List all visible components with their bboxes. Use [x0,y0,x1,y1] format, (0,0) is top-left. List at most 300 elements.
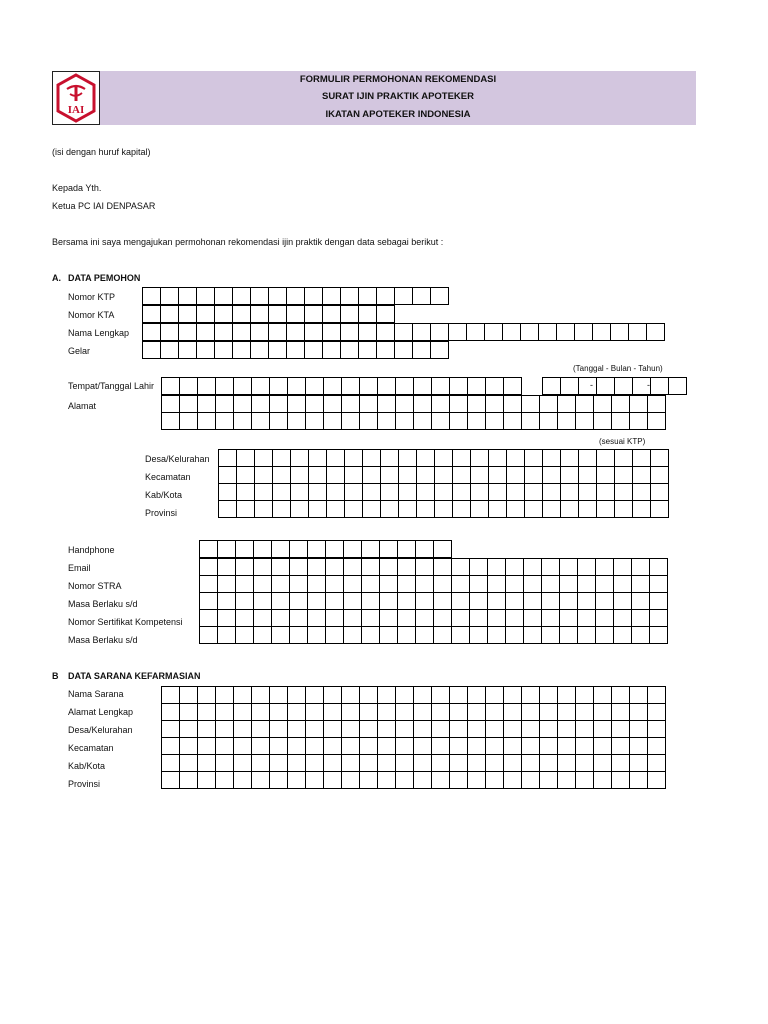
char-box[interactable] [611,703,630,721]
char-box[interactable] [646,323,665,341]
char-box[interactable] [341,720,360,738]
char-box[interactable] [254,466,273,484]
char-box[interactable] [647,720,666,738]
char-box[interactable] [215,395,234,413]
char-box[interactable] [431,754,450,772]
input-nama-sarana[interactable] [161,686,666,704]
char-box[interactable] [217,575,236,593]
char-box[interactable] [323,720,342,738]
char-box[interactable] [179,771,198,789]
char-box[interactable] [358,305,377,323]
char-box[interactable] [488,483,507,501]
input-gelar[interactable] [142,341,449,359]
char-box[interactable] [503,754,522,772]
char-box[interactable] [505,558,524,576]
char-box[interactable] [289,609,308,627]
char-box[interactable] [377,395,396,413]
input-sarana-provinsi[interactable] [161,771,666,789]
char-box[interactable] [611,686,630,704]
char-box[interactable] [179,720,198,738]
char-box[interactable] [575,686,594,704]
char-box[interactable] [521,720,540,738]
char-box[interactable] [305,703,324,721]
char-box[interactable] [287,737,306,755]
char-box[interactable] [305,377,324,395]
char-box[interactable] [343,540,362,558]
char-box[interactable] [197,720,216,738]
char-box[interactable] [362,483,381,501]
char-box[interactable] [323,395,342,413]
char-box[interactable] [272,483,291,501]
char-box[interactable] [290,466,309,484]
char-box[interactable] [362,466,381,484]
char-box[interactable] [341,754,360,772]
char-box[interactable] [467,377,486,395]
char-box[interactable] [502,323,521,341]
char-box[interactable] [161,720,180,738]
char-box[interactable] [487,609,506,627]
char-box[interactable] [361,626,380,644]
char-box[interactable] [361,540,380,558]
char-box[interactable] [344,500,363,518]
char-box[interactable] [557,686,576,704]
char-box[interactable] [431,686,450,704]
char-box[interactable] [577,592,596,610]
char-box[interactable] [379,575,398,593]
char-box[interactable] [196,287,215,305]
char-box[interactable] [521,412,540,430]
char-box[interactable] [272,449,291,467]
char-box[interactable] [433,540,452,558]
char-box[interactable] [506,483,525,501]
char-box[interactable] [487,626,506,644]
input-nomor-sertifikat[interactable] [199,609,668,627]
input-nomor-kta[interactable] [142,305,395,323]
char-box[interactable] [542,377,561,395]
char-box[interactable] [361,592,380,610]
char-box[interactable] [452,500,471,518]
char-box[interactable] [215,703,234,721]
char-box[interactable] [467,720,486,738]
char-box[interactable] [412,287,431,305]
char-box[interactable] [524,500,543,518]
char-box[interactable] [521,737,540,755]
char-box[interactable] [523,626,542,644]
char-box[interactable] [179,703,198,721]
char-box[interactable] [560,483,579,501]
char-box[interactable] [217,540,236,558]
char-box[interactable] [142,305,161,323]
char-box[interactable] [344,449,363,467]
char-box[interactable] [613,575,632,593]
char-box[interactable] [304,323,323,341]
char-box[interactable] [452,483,471,501]
char-box[interactable] [539,754,558,772]
char-box[interactable] [287,703,306,721]
char-box[interactable] [322,305,341,323]
char-box[interactable] [344,466,363,484]
char-box[interactable] [503,686,522,704]
char-box[interactable] [325,575,344,593]
char-box[interactable] [485,703,504,721]
char-box[interactable] [503,737,522,755]
char-box[interactable] [271,558,290,576]
char-box[interactable] [593,412,612,430]
char-box[interactable] [377,754,396,772]
input-alamat[interactable] [161,395,666,430]
char-box[interactable] [434,466,453,484]
char-box[interactable] [340,323,359,341]
char-box[interactable] [416,466,435,484]
char-box[interactable] [560,449,579,467]
char-box[interactable] [413,686,432,704]
char-box[interactable] [304,287,323,305]
char-box[interactable] [449,395,468,413]
char-box[interactable] [269,395,288,413]
char-box[interactable] [250,305,269,323]
char-box[interactable] [632,500,651,518]
char-box[interactable] [251,703,270,721]
char-box[interactable] [161,703,180,721]
input-sarana-kab-kota[interactable] [161,754,666,772]
char-box[interactable] [413,703,432,721]
char-box[interactable] [251,720,270,738]
char-box[interactable] [433,592,452,610]
char-box[interactable] [251,754,270,772]
char-box[interactable] [286,323,305,341]
char-box[interactable] [614,449,633,467]
char-box[interactable] [575,395,594,413]
char-box[interactable] [430,287,449,305]
char-box[interactable] [614,500,633,518]
char-box[interactable] [359,737,378,755]
char-box[interactable] [451,575,470,593]
char-box[interactable] [395,395,414,413]
char-box[interactable] [397,609,416,627]
char-box[interactable] [289,626,308,644]
char-box[interactable] [397,540,416,558]
char-box[interactable] [341,395,360,413]
char-box[interactable] [449,703,468,721]
char-box[interactable] [596,500,615,518]
input-kab-kota[interactable] [218,483,669,501]
char-box[interactable] [394,323,413,341]
char-box[interactable] [503,412,522,430]
char-box[interactable] [470,483,489,501]
char-box[interactable] [307,609,326,627]
char-box[interactable] [254,483,273,501]
char-box[interactable] [377,737,396,755]
char-box[interactable] [214,323,233,341]
char-box[interactable] [379,626,398,644]
char-box[interactable] [485,686,504,704]
char-box[interactable] [269,754,288,772]
char-box[interactable] [506,449,525,467]
char-box[interactable] [341,412,360,430]
char-box[interactable] [395,771,414,789]
char-box[interactable] [232,323,251,341]
char-box[interactable] [287,686,306,704]
char-box[interactable] [340,287,359,305]
char-box[interactable] [218,466,237,484]
char-box[interactable] [361,558,380,576]
char-box[interactable] [595,609,614,627]
char-box[interactable] [323,771,342,789]
char-box[interactable] [232,341,251,359]
char-box[interactable] [179,395,198,413]
char-box[interactable] [269,771,288,789]
char-box[interactable] [503,771,522,789]
input-provinsi[interactable] [218,500,669,518]
char-box[interactable] [215,686,234,704]
char-box[interactable] [629,703,648,721]
char-box[interactable] [380,449,399,467]
char-box[interactable] [215,771,234,789]
char-box[interactable] [575,771,594,789]
char-box[interactable] [649,626,668,644]
char-box[interactable] [668,377,687,395]
char-box[interactable] [199,609,218,627]
char-box[interactable] [214,287,233,305]
char-box[interactable] [650,466,669,484]
char-box[interactable] [434,483,453,501]
char-box[interactable] [611,771,630,789]
char-box[interactable] [308,449,327,467]
input-desa-kelurahan[interactable] [218,449,669,467]
char-box[interactable] [268,341,287,359]
char-box[interactable] [539,395,558,413]
char-box[interactable] [593,720,612,738]
char-box[interactable] [470,466,489,484]
char-box[interactable] [398,449,417,467]
char-box[interactable] [647,395,666,413]
char-box[interactable] [521,754,540,772]
char-box[interactable] [629,754,648,772]
char-box[interactable] [287,754,306,772]
char-box[interactable] [506,466,525,484]
char-box[interactable] [452,466,471,484]
char-box[interactable] [521,703,540,721]
char-box[interactable] [593,737,612,755]
char-box[interactable] [376,305,395,323]
char-box[interactable] [398,483,417,501]
char-box[interactable] [379,558,398,576]
char-box[interactable] [505,609,524,627]
char-box[interactable] [142,287,161,305]
char-box[interactable] [377,377,396,395]
char-box[interactable] [578,500,597,518]
char-box[interactable] [271,575,290,593]
char-box[interactable] [214,341,233,359]
char-box[interactable] [539,737,558,755]
char-box[interactable] [250,287,269,305]
char-box[interactable] [343,609,362,627]
char-box[interactable] [199,592,218,610]
char-box[interactable] [542,500,561,518]
char-box[interactable] [469,609,488,627]
char-box[interactable] [469,575,488,593]
char-box[interactable] [307,626,326,644]
char-box[interactable] [415,540,434,558]
char-box[interactable] [289,592,308,610]
char-box[interactable] [236,466,255,484]
char-box[interactable] [197,395,216,413]
char-box[interactable] [647,412,666,430]
char-box[interactable] [232,287,251,305]
char-box[interactable] [505,575,524,593]
char-box[interactable] [289,575,308,593]
char-box[interactable] [217,592,236,610]
char-box[interactable] [235,592,254,610]
char-box[interactable] [521,395,540,413]
char-box[interactable] [271,609,290,627]
char-box[interactable] [557,720,576,738]
char-box[interactable] [647,703,666,721]
char-box[interactable] [523,592,542,610]
char-box[interactable] [650,500,669,518]
char-box[interactable] [575,737,594,755]
char-box[interactable] [539,771,558,789]
char-box[interactable] [272,466,291,484]
char-box[interactable] [469,592,488,610]
char-box[interactable] [413,412,432,430]
char-box[interactable] [469,626,488,644]
char-box[interactable] [395,377,414,395]
char-box[interactable] [269,377,288,395]
char-box[interactable] [647,686,666,704]
char-box[interactable] [323,703,342,721]
char-box[interactable] [272,500,291,518]
char-box[interactable] [466,323,485,341]
char-box[interactable] [218,500,237,518]
char-box[interactable] [431,395,450,413]
char-box[interactable] [380,466,399,484]
char-box[interactable] [236,500,255,518]
char-box[interactable] [323,754,342,772]
char-box[interactable] [505,626,524,644]
char-box[interactable] [323,737,342,755]
char-box[interactable] [506,500,525,518]
char-box[interactable] [251,395,270,413]
char-box[interactable] [449,754,468,772]
char-box[interactable] [343,592,362,610]
char-box[interactable] [253,592,272,610]
char-box[interactable] [269,412,288,430]
char-box[interactable] [578,466,597,484]
char-box[interactable] [541,558,560,576]
char-box[interactable] [376,323,395,341]
char-box[interactable] [431,703,450,721]
char-box[interactable] [611,395,630,413]
char-box[interactable] [595,575,614,593]
char-box[interactable] [433,626,452,644]
char-box[interactable] [268,305,287,323]
char-box[interactable] [269,686,288,704]
char-box[interactable] [629,686,648,704]
char-box[interactable] [304,305,323,323]
char-box[interactable] [161,771,180,789]
char-box[interactable] [214,305,233,323]
char-box[interactable] [235,575,254,593]
char-box[interactable] [521,771,540,789]
char-box[interactable] [610,323,629,341]
char-box[interactable] [251,377,270,395]
char-box[interactable] [197,737,216,755]
char-box[interactable] [649,609,668,627]
char-box[interactable] [449,686,468,704]
char-box[interactable] [179,737,198,755]
char-box[interactable] [161,686,180,704]
char-box[interactable] [449,720,468,738]
char-box[interactable] [253,540,272,558]
char-box[interactable] [613,592,632,610]
char-box[interactable] [556,323,575,341]
char-box[interactable] [631,575,650,593]
char-box[interactable] [251,771,270,789]
char-box[interactable] [359,395,378,413]
char-box[interactable] [650,377,669,395]
char-box[interactable] [362,449,381,467]
char-box[interactable] [577,626,596,644]
char-box[interactable] [290,500,309,518]
char-box[interactable] [559,609,578,627]
char-box[interactable] [325,609,344,627]
char-box[interactable] [268,323,287,341]
char-box[interactable] [611,720,630,738]
char-box[interactable] [326,466,345,484]
char-box[interactable] [433,558,452,576]
char-box[interactable] [452,449,471,467]
char-box[interactable] [179,686,198,704]
input-masa-berlaku-sertifikat[interactable] [199,626,668,644]
char-box[interactable] [631,609,650,627]
char-box[interactable] [215,737,234,755]
char-box[interactable] [199,575,218,593]
char-box[interactable] [542,466,561,484]
char-box[interactable] [503,703,522,721]
char-box[interactable] [358,323,377,341]
char-box[interactable] [359,703,378,721]
char-box[interactable] [232,305,251,323]
char-box[interactable] [595,592,614,610]
char-box[interactable] [376,287,395,305]
char-box[interactable] [359,377,378,395]
char-box[interactable] [488,466,507,484]
alamat-row-1[interactable] [161,395,666,413]
char-box[interactable] [287,377,306,395]
char-box[interactable] [326,500,345,518]
char-box[interactable] [430,341,449,359]
char-box[interactable] [574,323,593,341]
char-box[interactable] [233,377,252,395]
char-box[interactable] [322,341,341,359]
char-box[interactable] [539,720,558,738]
alamat-row-2[interactable] [161,412,666,430]
char-box[interactable] [305,737,324,755]
char-box[interactable] [412,341,431,359]
char-box[interactable] [199,540,218,558]
input-handphone[interactable] [199,540,452,558]
char-box[interactable] [593,703,612,721]
char-box[interactable] [233,703,252,721]
char-box[interactable] [161,377,180,395]
char-box[interactable] [614,377,633,395]
char-box[interactable] [577,558,596,576]
char-box[interactable] [520,323,539,341]
char-box[interactable] [487,558,506,576]
char-box[interactable] [524,483,543,501]
char-box[interactable] [557,737,576,755]
